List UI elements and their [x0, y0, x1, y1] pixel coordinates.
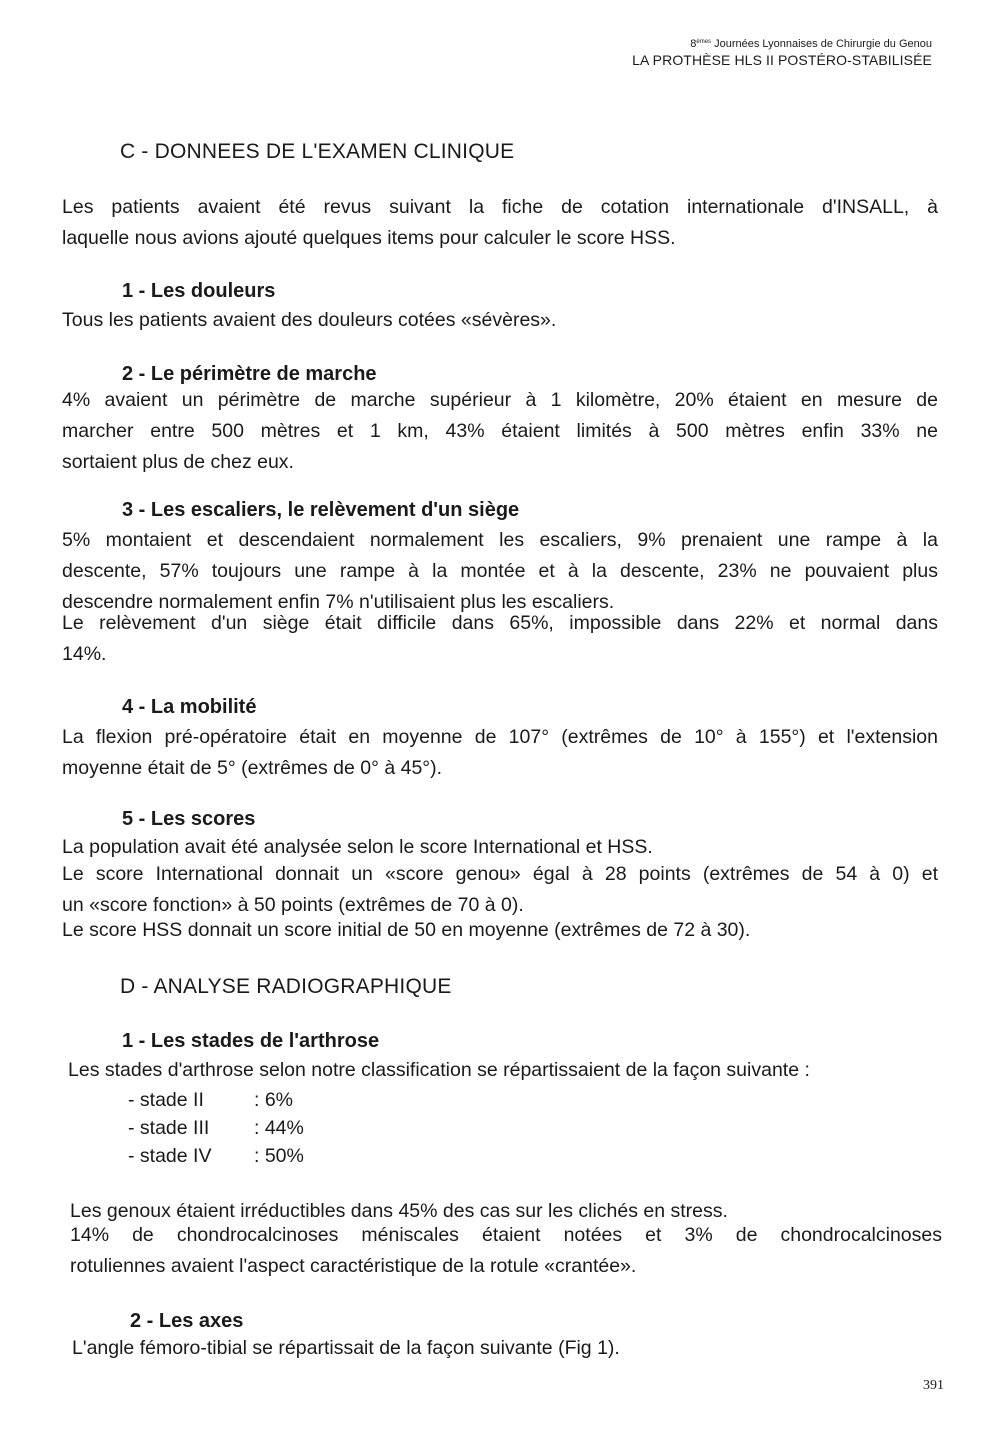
text-line: 5% montaient et descendaient normalement les escaliers, 9% prenaient une rampe à la — [62, 529, 938, 551]
text-line: 4% avaient un périmètre de marche supérieur à 1 kilomètre, 20% étaient en mesure de — [62, 389, 938, 411]
escaliers-heading: 3 - Les escaliers, le relèvement d'un siège — [122, 499, 520, 521]
list-item — [128, 1142, 304, 1170]
conference-ordinal-suffix: èmes — [696, 39, 712, 45]
stades-intro — [68, 1055, 938, 1086]
axes-heading: 2 - Les axes — [130, 1310, 244, 1332]
text-line: Les stades d'arthrose selon notre classification se répartissaient de la façon suivante : — [68, 1059, 810, 1081]
text-line: marcher entre 500 mètres et 1 km, 43% étaient limités à 500 mètres enfin 33% ne — [62, 420, 938, 442]
text-line: Les genoux étaient irréductibles dans 45% des cas sur les clichés en stress. — [70, 1200, 728, 1222]
article-title: LA PROTHÈSE HLS II POSTÉRO-STABILISÉE — [632, 52, 932, 68]
douleurs-paragraph — [62, 305, 938, 336]
stage-list — [128, 1086, 304, 1170]
page-number: 391 — [923, 1378, 944, 1393]
text-line: Le score International donnait un «score genou» égal à 28 points (extrêmes de 54 à 0) et — [62, 863, 938, 885]
perimetre-paragraph — [62, 385, 938, 478]
stage-name: - stade III — [128, 1117, 210, 1139]
stage-value: : 6% — [254, 1089, 294, 1111]
scores-paragraph-3 — [62, 915, 938, 946]
douleurs-heading: 1 - Les douleurs — [122, 280, 276, 302]
scores-paragraph-2 — [62, 859, 938, 921]
releve-paragraph — [62, 608, 938, 670]
section-c-heading: C - DONNEES DE L'EXAMEN CLINIQUE — [120, 140, 515, 163]
section-c-intro — [62, 192, 938, 254]
stades-heading: 1 - Les stades de l'arthrose — [122, 1030, 380, 1052]
text-line: Le score HSS donnait un score initial de 50 en moyenne (extrêmes de 72 à 30). — [62, 919, 751, 941]
text-line: Tous les patients avaient des douleurs cotées «sévères». — [62, 309, 557, 331]
text-line: rotuliennes avaient l'aspect caractéristique de la rotule «crantée». — [70, 1255, 637, 1277]
text-line: La population avait été analysée selon le score International et HSS. — [62, 836, 653, 858]
stage-name: - stade IV — [128, 1145, 212, 1167]
text-line: L'angle fémoro-tibial se répartissait de la façon suivante (Fig 1). — [72, 1337, 620, 1359]
scores-heading: 5 - Les scores — [122, 808, 256, 830]
text-line: 14%. — [62, 643, 107, 665]
stage-value: : 50% — [254, 1145, 304, 1167]
text-line: descente, 57% toujours une rampe à la montée et à la descente, 23% ne pouvaient plus — [62, 560, 938, 582]
text-line: La flexion pré-opératoire était en moyenne de 107° (extrêmes de 10° à 155°) et l'extension — [62, 726, 938, 748]
list-item — [128, 1114, 304, 1142]
mobilite-paragraph — [62, 722, 938, 784]
stage-value: : 44% — [254, 1117, 304, 1139]
text-line: Le relèvement d'un siège était difficile dans 65%, impossible dans 22% et normal dans — [62, 612, 938, 634]
mobilite-heading: 4 - La mobilité — [122, 696, 257, 718]
text-line: laquelle nous avions ajouté quelques items pour calculer le score HSS. — [62, 227, 676, 249]
conference-title: Journées Lyonnaises de Chirurgie du Genou — [714, 38, 932, 50]
text-line: un «score fonction» à 50 points (extrêmes de 70 à 0). — [62, 894, 524, 916]
perimetre-heading: 2 - Le périmètre de marche — [122, 363, 377, 385]
text-line: Les patients avaient été revus suivant la fiche de cotation internationale d'INSALL, à — [62, 196, 938, 218]
running-head — [632, 34, 932, 68]
text-line: sortaient plus de chez eux. — [62, 451, 294, 473]
conference-ordinal: 8 — [690, 38, 697, 50]
stage-name: - stade II — [128, 1089, 204, 1111]
text-line: 14% de chondrocalcinoses méniscales étaient notées et 3% de chondrocalcinoses — [70, 1224, 942, 1246]
axes-paragraph — [72, 1333, 938, 1364]
escaliers-paragraph — [62, 525, 938, 618]
text-line: descendre normalement enfin 7% n'utilisaient plus les escaliers. — [62, 591, 615, 613]
conference-name — [632, 34, 932, 52]
text-line: moyenne était de 5° (extrêmes de 0° à 45°). — [62, 757, 443, 779]
chondro-paragraph — [70, 1220, 942, 1282]
section-d-heading: D - ANALYSE RADIOGRAPHIQUE — [120, 975, 452, 998]
list-item — [128, 1086, 304, 1114]
